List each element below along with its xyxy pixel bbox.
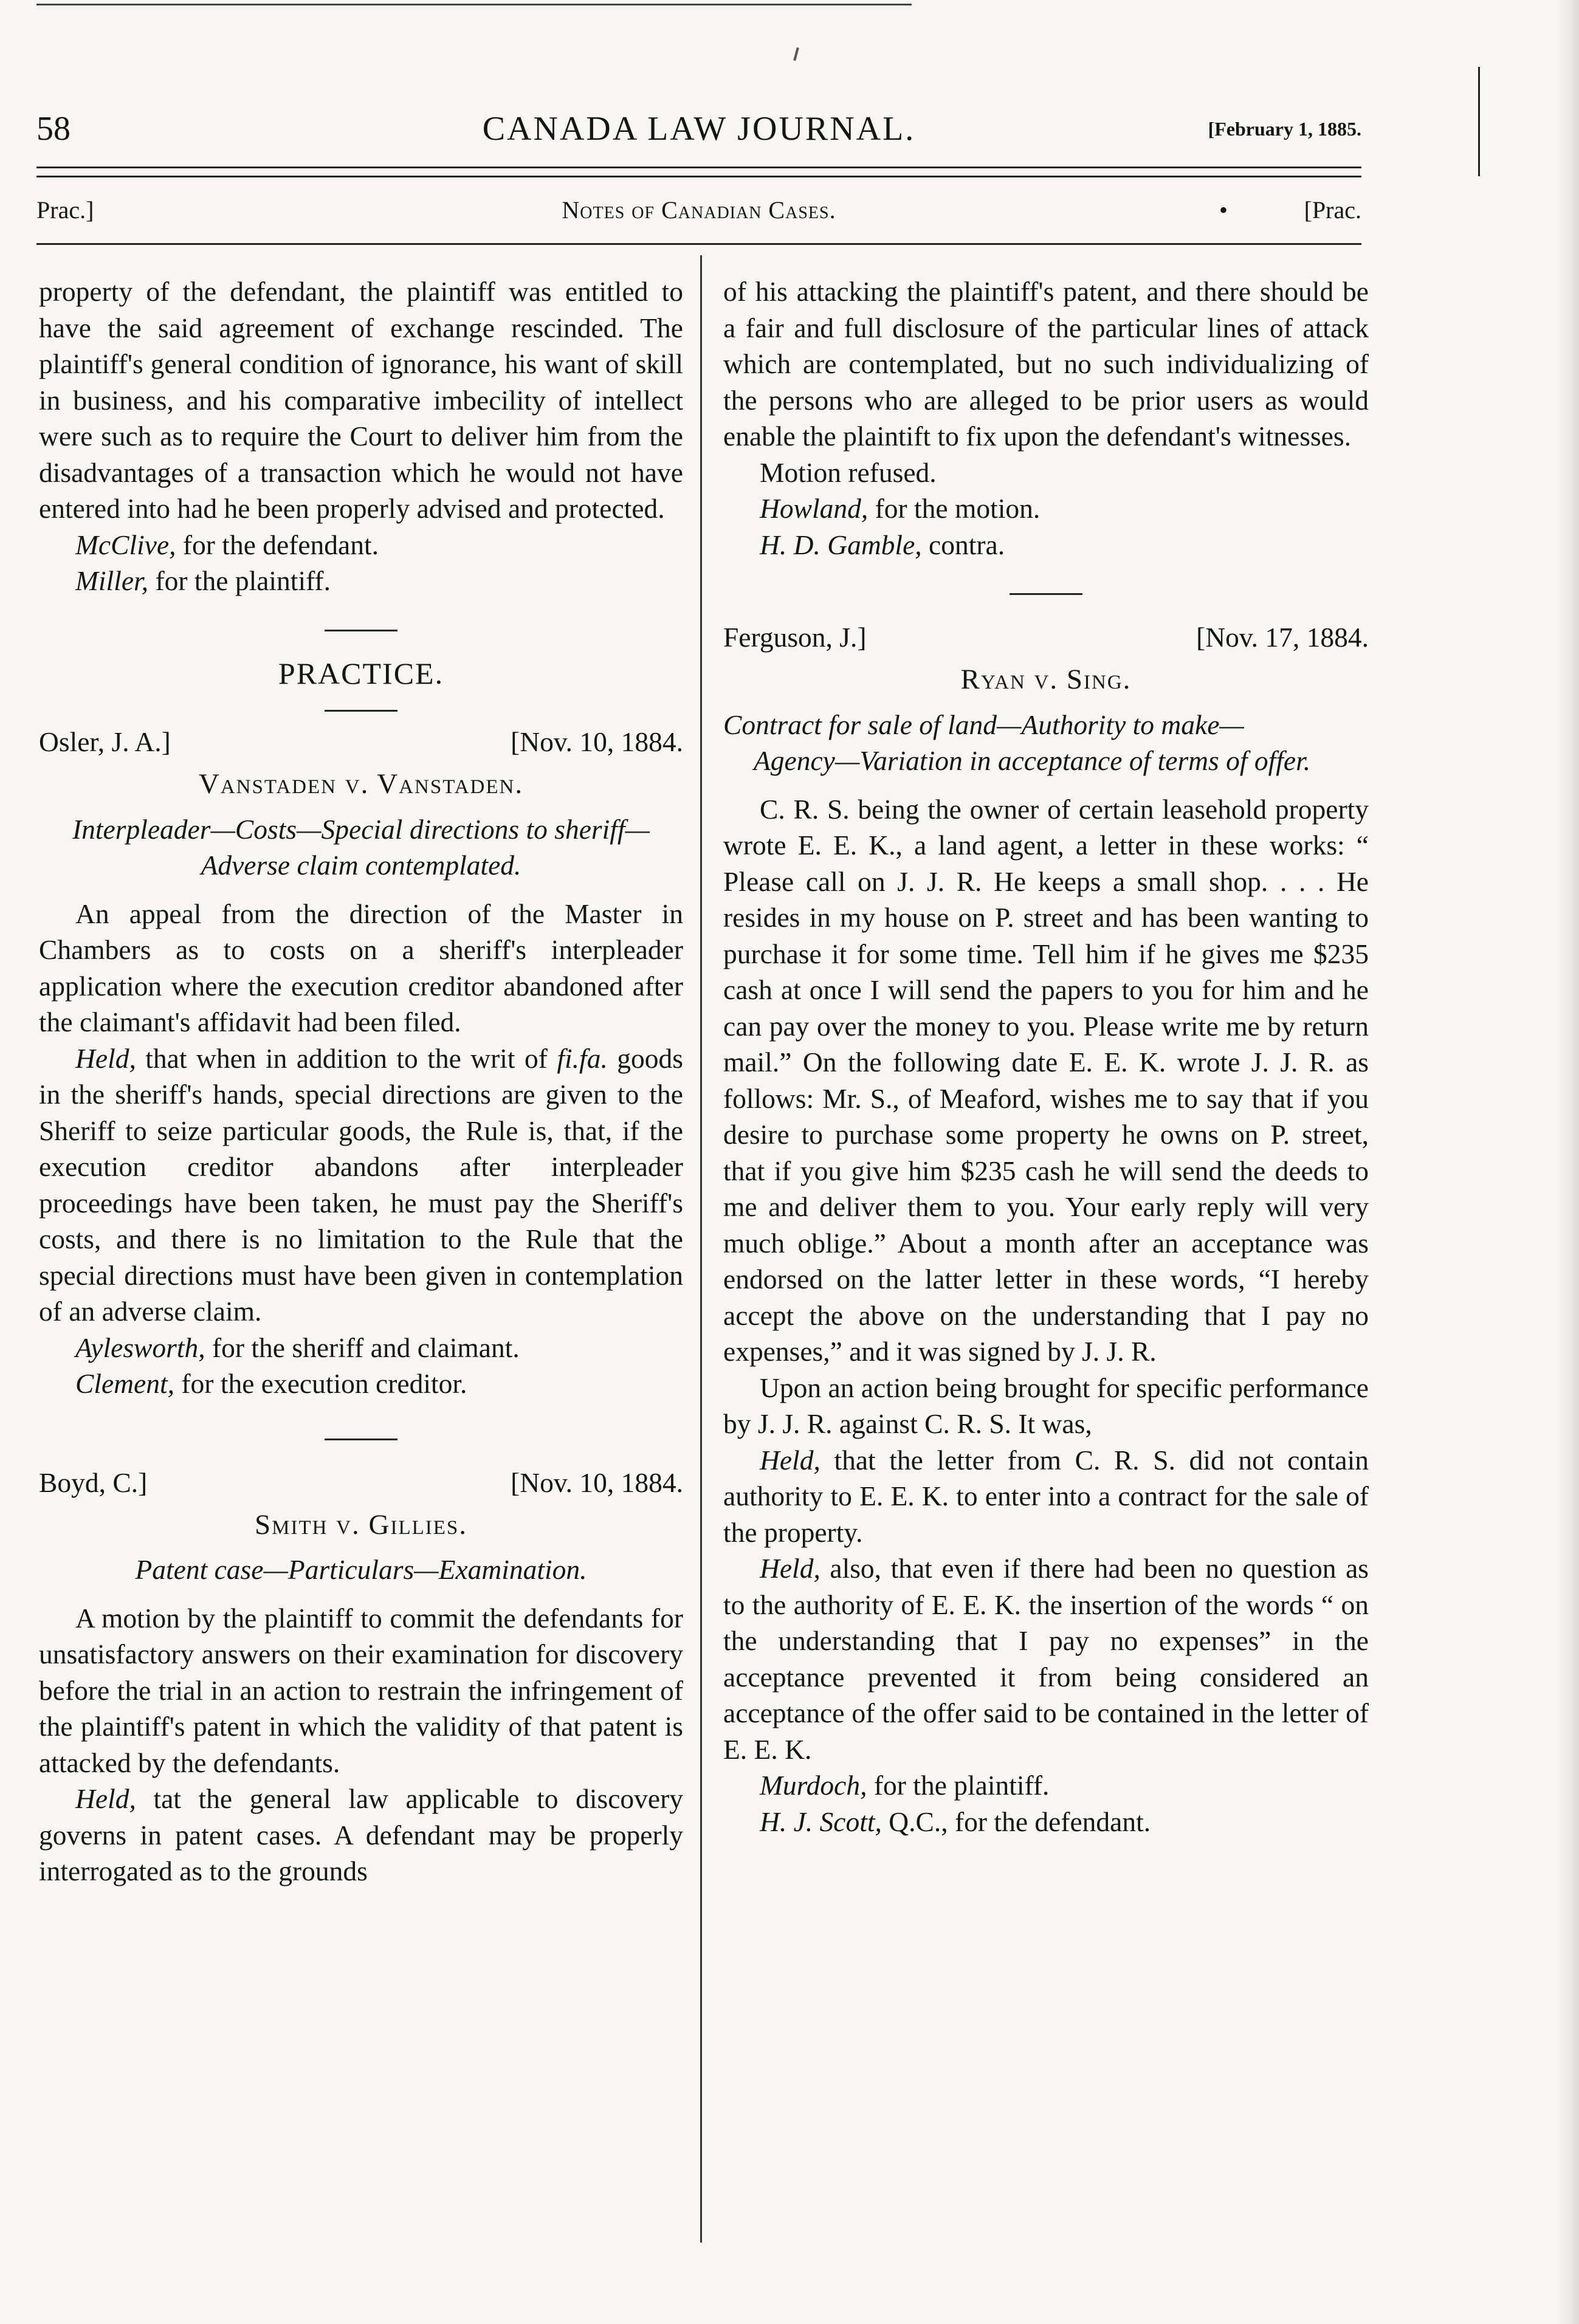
held-word: Held, [760,1444,820,1476]
case-judge: Boyd, C.] [39,1466,148,1498]
running-head [36,196,1361,226]
case-holding [723,1442,1369,1551]
holding-text: goods in the sheriff's hands, special directions are given to the Sheriff to seize particular goods, the Rule is, that, if the execution creditor abandons after interpleader proceedings have been taken, he must pay the Sheriff's costs, and there is no limitation to the Rule that the special directions must have been given in contemplation of an adverse claim. [39,1042,683,1327]
headnote-line: Agency—Variation in acceptance of terms of offer. [754,745,1311,776]
running-head-right: [Prac. [1304,196,1361,224]
held-word: Held, [75,1783,136,1814]
counsel-role: for the motion. [868,493,1041,524]
section-separator [325,1439,397,1440]
counsel-name: Aylesworth, [75,1332,205,1363]
running-head-dot: • [1219,196,1228,224]
counsel-name: H. D. Gamble, [760,529,922,560]
case-judge-line [39,724,683,760]
case-judge-line [723,619,1369,656]
running-head-left: Prac.] [36,196,94,224]
counsel-line [39,563,683,599]
holding-text: also, that even if there had been no question as to the authority of E. E. K. the insertion of the words “ on the understanding that I pay no expenses” in the acceptance prevented it from being considered an acceptance of the offer said to be contained in the letter of E. E. K. [723,1553,1369,1765]
section-separator [325,630,397,631]
holding-text: that when in addition to the writ of [136,1042,557,1074]
case-headnote [39,811,683,884]
page-number: 58 [36,110,71,148]
headnote-line: Interpleader—Costs—Special directions to sheriff— [72,813,650,845]
case-date: [Nov. 17, 1884. [1196,622,1369,653]
section-heading: PRACTICE. [278,656,444,690]
journal-title: CANADA LAW JOURNAL. [482,110,916,148]
writ-name: fi.fa. [557,1042,608,1074]
section-separator [1010,593,1082,595]
counsel-name: Murdoch, [760,1770,867,1801]
left-column [39,273,683,1889]
case-judge: Ferguson, J.] [723,622,867,653]
page-header [36,109,1361,152]
counsel-line [723,490,1369,527]
case-holding [39,1040,683,1330]
counsel-name: Clement, [75,1368,175,1399]
counsel-role: for the plaintiff. [148,565,331,596]
top-edge-rule [36,4,912,5]
holding-text: that the letter from C. R. S. did not contain authority to E. E. K. to enter into a contract for the sale of the property. [723,1444,1369,1548]
case-headnote [723,707,1369,779]
counsel-role: for the plaintiff. [867,1770,1050,1801]
case-title: Smith v. Gillies. [254,1508,468,1541]
case-paragraph: A motion by the plaintiff to commit the defendants for unsatisfactory answers on their examination for discovery before the trial in an action to restrain the infringement of the plaintiff's patent in which the validity of that patent is attacked by the defendants. [39,1602,683,1778]
held-word: Held, [760,1553,820,1584]
counsel-line [723,527,1369,563]
page-edge-mark [1478,67,1480,176]
headnote-line: Adverse claim contemplated. [201,850,521,881]
counsel-line [723,1804,1369,1840]
issue-date: [February 1, 1885. [1208,118,1361,140]
running-head-center: Notes of Canadian Cases. [562,196,836,224]
counsel-line [723,1767,1369,1804]
holding-text: tat the general law applicable to discovery governs in patent cases. A defendant may be properly interrogated as to the grounds [39,1783,683,1886]
left-opening-paragraph: property of the defendant, the plaintiff was entitled to have the said agreement of exchange rescinded. The plaintiff's general condition of ignorance, his want of skill in business, and his comparative imbecility of intellect were such as to require the Court to deliver him from the disadvantages of a transaction which he would not have entered into had he been properly advised and protected. [39,276,683,524]
counsel-line [39,1330,683,1366]
right-continuation-paragraph: of his attacking the plaintiff's patent, and there should be a fair and full disclosure of the particular lines of attack which are contemplated, but no such individualizing of the persons who are alleged to be prior users as would enable the plaintift to fix upon the defendant's witnesses. [723,276,1369,452]
counsel-role: for the defendant. [176,529,379,560]
case-title: Vanstaden v. Vanstaden. [198,768,524,800]
column-divider [700,255,702,2243]
case-judge-line [39,1465,683,1501]
case-result: Motion refused. [760,456,937,488]
case-date: [Nov. 10, 1884. [511,726,683,757]
counsel-role: contra. [921,529,1005,560]
case-holding [723,1550,1369,1767]
counsel-role: Q.C., for the defendant. [881,1806,1151,1837]
case-holding [39,1781,683,1889]
counsel-line [39,1366,683,1402]
right-column [723,273,1369,1840]
case-date: [Nov. 10, 1884. [511,1466,683,1498]
header-double-rule [36,167,1361,177]
case-paragraph: C. R. S. being the owner of certain leasehold property wrote E. E. K., a land agent, a letter in these works: “ Please call on J. J. R. He keeps a small shop. . . . He resides in my house on P. street and has been wanting to purchase it for some time. Tell him if he gives me $235 cash at once I will send the papers to you for him and he can pay over the money to you. Please write me by return mail.” On the following date E. E. K. wrote J. J. R. as follows: Mr. S., of Meaford, wishes me to say that if you desire to purchase some property he owns on P. street, that if you give him $235 cash he will send the deeds to me and deliver them to you. Your early reply will very much oblige.” About a month after an acceptance was endorsed on the latter letter in these words, “I hereby accept the above on the understanding that I pay no expenses,” and it was signed by J. J. R. [723,793,1369,1367]
counsel-name: Howland, [760,493,869,524]
counsel-name: H. J. Scott, [760,1806,882,1837]
case-judge: Osler, J. A.] [39,726,171,757]
headnote-line: Contract for sale of land—Authority to make— [723,709,1244,740]
case-paragraph: Upon an action being brought for specific performance by J. J. R. against C. R. S. It was, [723,1372,1369,1439]
case-title: Ryan v. Sing. [960,664,1132,695]
stray-mark [793,47,799,61]
case-headnote: Patent case—Particulars—Examination. [135,1554,587,1585]
running-head-rule [36,243,1361,245]
case-paragraph: An appeal from the direction of the Master in Chambers as to costs on a sheriff's interpleader application where the execution creditor abandoned after the claimant's affidavit had been filed. [39,898,683,1037]
page-edge-shadow [1555,0,1579,2324]
section-separator [325,710,397,712]
counsel-name: McClive, [75,529,176,560]
counsel-name: Miller, [75,565,149,596]
counsel-role: for the sheriff and claimant. [205,1332,520,1363]
counsel-line [39,527,683,563]
held-word: Held, [75,1042,136,1074]
counsel-role: for the execution creditor. [174,1368,467,1399]
